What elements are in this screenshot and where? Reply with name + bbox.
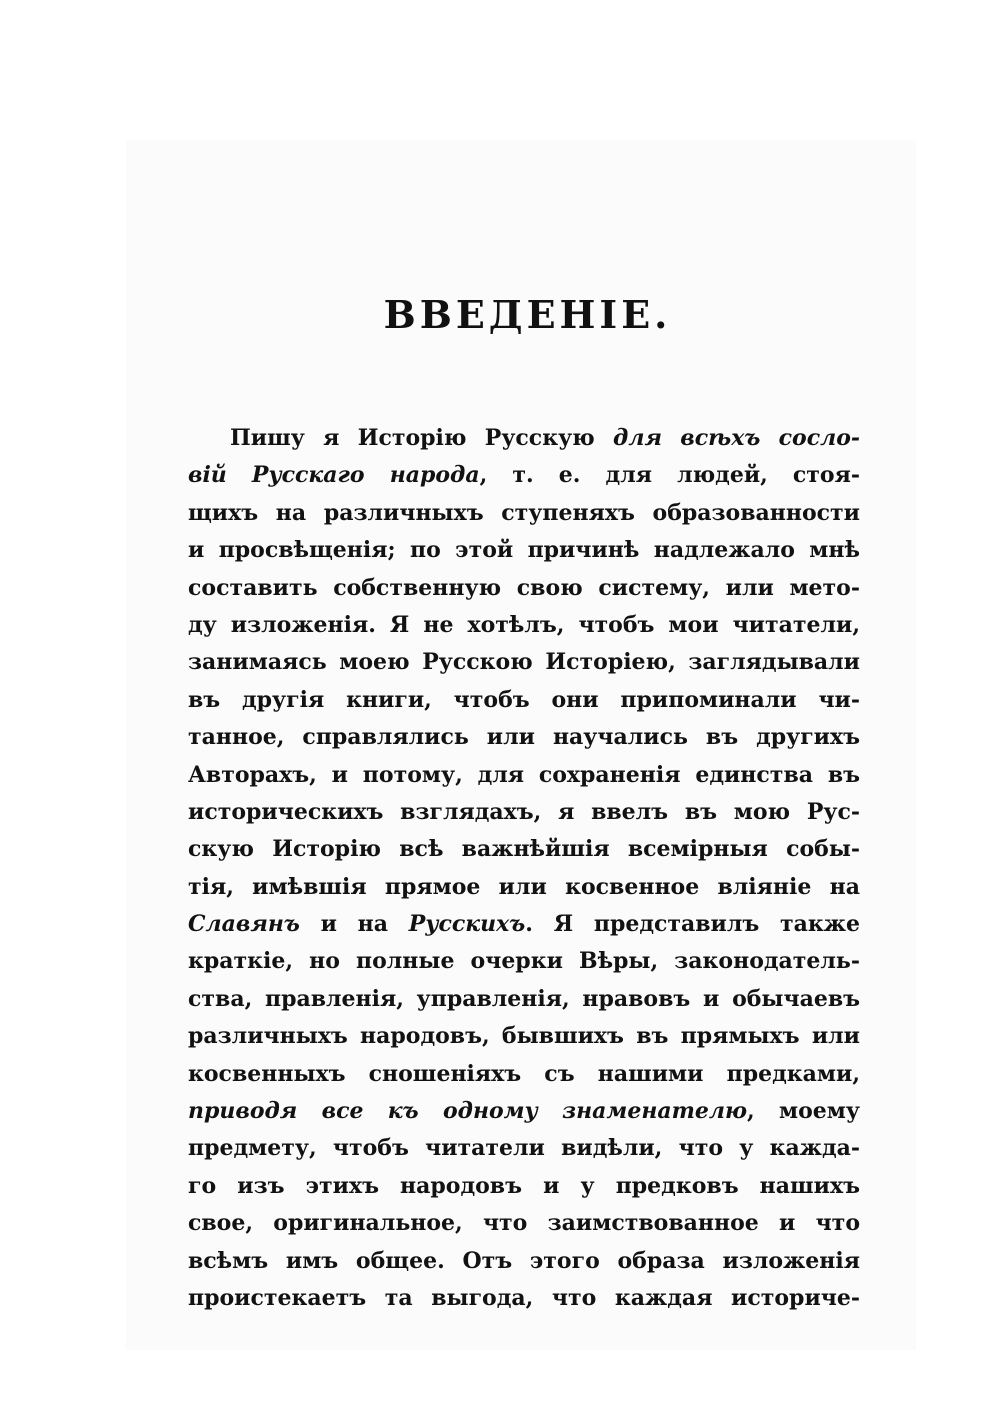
text-line: въ другiя книги, чтобъ они припоминали чи-	[188, 686, 860, 713]
text-line: тiя, имѣвшiя прямое или косвенное влiянiе на	[188, 873, 860, 900]
text-line: вiй Русскаго народа, т. е. для людей, стоя-	[188, 462, 860, 489]
text-line: Славянъ и на Русскихъ. Я представилъ также	[188, 911, 860, 938]
text-line: всѣмъ имъ общее. Отъ этого образа изложенiя	[188, 1247, 860, 1274]
text-line: проистекаетъ та выгода, что каждая историче-	[188, 1284, 860, 1311]
text-line: составить собственную свою систему, или мето-	[188, 574, 860, 601]
body-text	[188, 420, 860, 1317]
text-line: ства, правленiя, управленiя, нравовъ и обычаевъ	[188, 985, 860, 1012]
text-line: го изъ этихъ народовъ и у предковъ нашихъ	[188, 1172, 860, 1199]
text-line: историческихъ взглядахъ, я ввелъ въ мою Рус-	[188, 798, 860, 825]
text-line: различныхъ народовъ, бывшихъ въ прямыхъ или	[188, 1023, 860, 1050]
text-line: щихъ на различныхъ ступеняхъ образованности	[188, 499, 860, 526]
text-line: скую Исторiю всѣ важнѣйшiя всемiрныя собы-	[188, 836, 860, 863]
text-line: Авторахъ, и потому, для сохраненiя единства въ	[188, 761, 860, 788]
page-title: ВВЕДЕНIЕ.	[383, 292, 672, 337]
text-line: ду изложенiя. Я не хотѣлъ, чтобъ мои читатели,	[188, 611, 860, 638]
text-line: танное, справлялись или научались въ другихъ	[188, 724, 860, 751]
text-line: занимаясь моею Русскою Исторiею, заглядывали	[188, 649, 860, 676]
text-line: предмету, чтобъ читатели видѣли, что у кажда-	[188, 1135, 860, 1162]
text-line: краткiе, но полные очерки Вѣры, законодатель-	[188, 948, 860, 975]
text-line: косвенныхъ сношенiяхъ съ нашими предками,	[188, 1060, 860, 1087]
text-line: свое, оригинальное, что заимствованное и что	[188, 1210, 860, 1237]
text-line: и просвѣщенiя; по этой причинѣ надлежало мнѣ	[188, 537, 860, 564]
text-line: Пишу я Исторiю Русскую для всѣхъ сосло-	[230, 425, 860, 451]
text-line: приводя все къ одному знаменателю, моему	[188, 1098, 860, 1125]
